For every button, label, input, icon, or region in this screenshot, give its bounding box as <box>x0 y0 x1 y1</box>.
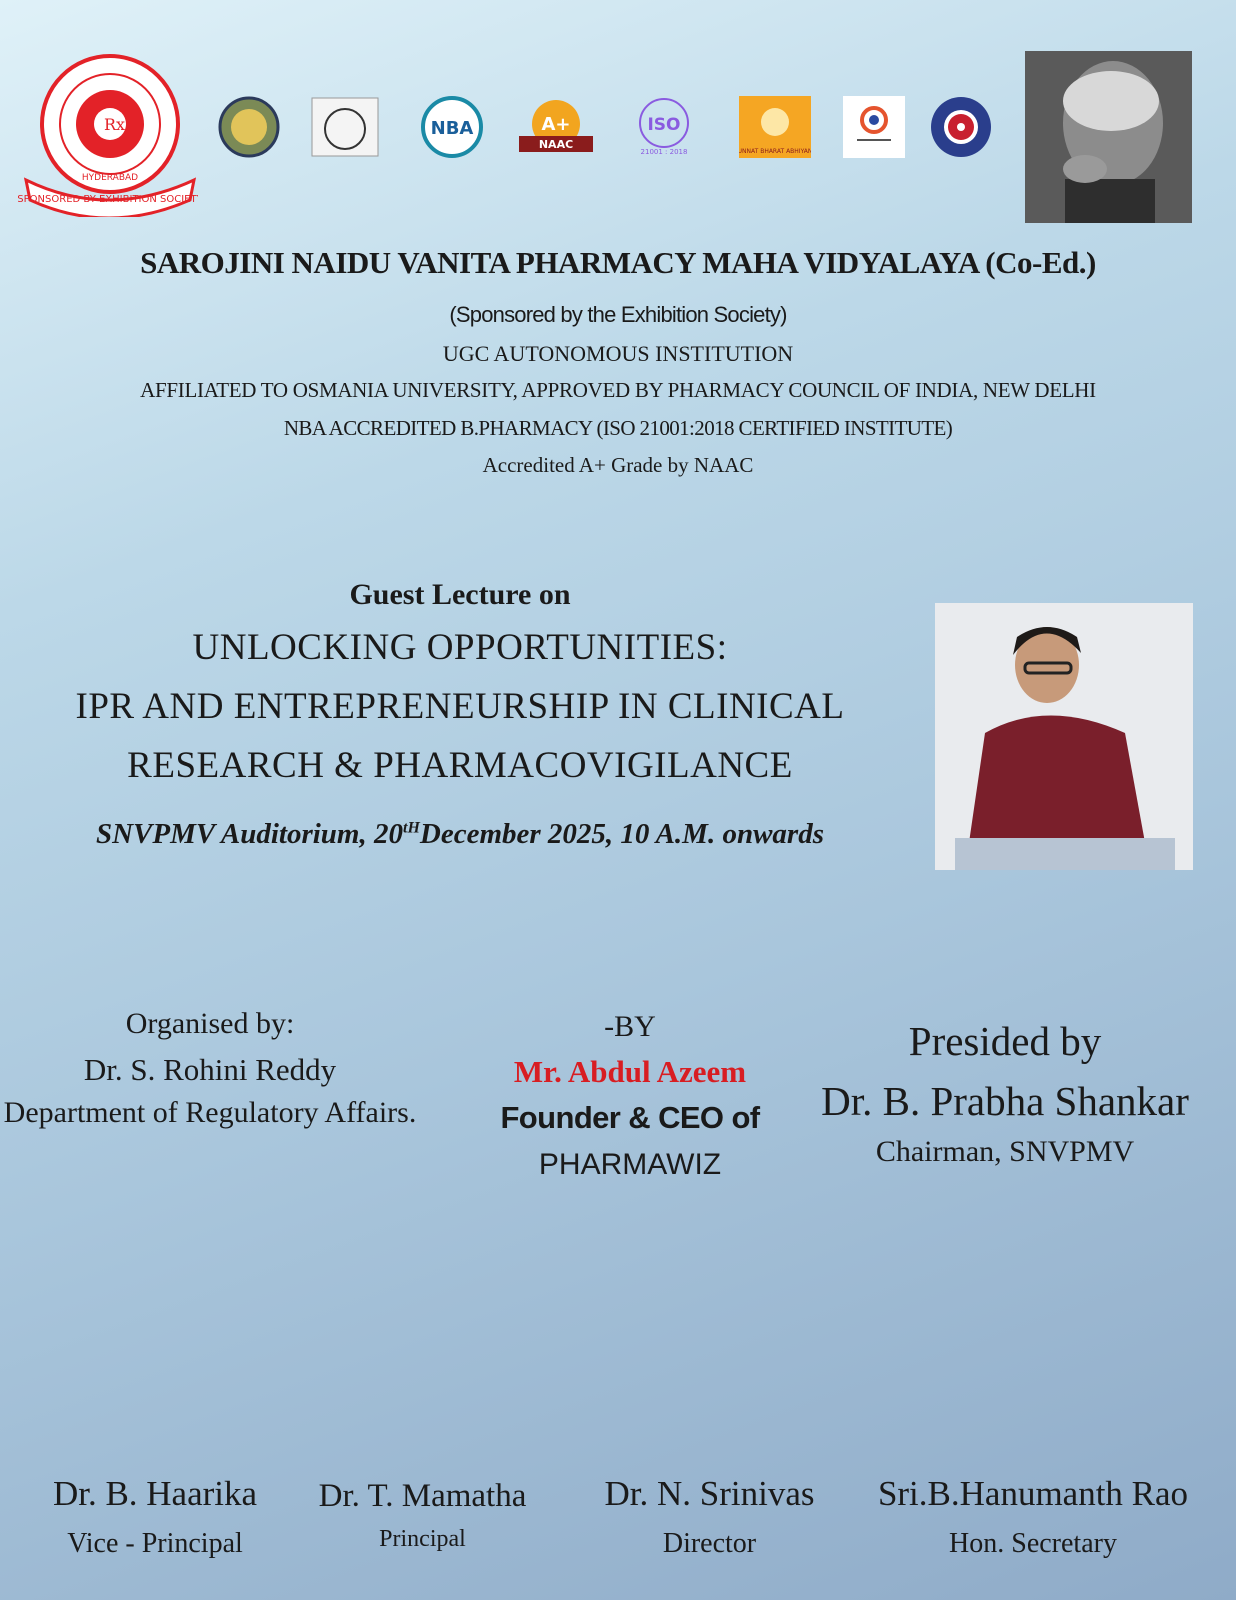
iso-logo <box>633 96 695 158</box>
autonomous-line: UGC AUTONOMOUS INSTITUTION <box>442 341 794 366</box>
presider-role: Chairman, SNVPMV <box>875 1135 1135 1168</box>
college-name: SAROJINI NAIDU VANITA PHARMACY MAHA VIDYALAYA (Co-Ed.) <box>140 245 1096 280</box>
signatory-role: Hon. Secretary <box>949 1528 1117 1559</box>
svg-text:SPONSORED BY EXHIBITION SOCIET: SPONSORED BY EXHIBITION SOCIETY <box>18 194 198 205</box>
svg-text:HYDERABAD: HYDERABAD <box>81 173 139 183</box>
presider-name: Dr. B. Prabha Shankar <box>821 1078 1189 1124</box>
svg-text:21001 : 2018: 21001 : 2018 <box>640 148 688 156</box>
unnat-bharat-abhiyan-logo <box>739 96 811 158</box>
presider-heading: Presided by <box>908 1018 1102 1064</box>
osmania-university-logo <box>218 96 280 158</box>
speaker-photo <box>935 603 1193 870</box>
sponsor-line: (Sponsored by the Exhibition Society) <box>449 302 787 327</box>
svg-text:A+: A+ <box>541 114 571 135</box>
svg-text:Rx: Rx <box>104 115 126 134</box>
organiser-department: Department of Regulatory Affairs. <box>3 1096 417 1129</box>
naac-logo <box>511 96 601 158</box>
innovation-council-logo <box>843 96 905 158</box>
signatory-name: Sri.B.Hanumanth Rao <box>877 1474 1189 1513</box>
organiser-name: Dr. S. Rohini Reddy <box>83 1052 337 1087</box>
national-service-scheme-logo <box>930 96 992 158</box>
svg-text:NBA: NBA <box>430 118 474 139</box>
speaker-role: Founder & CEO of <box>500 1100 760 1135</box>
signatory-name: Dr. T. Mamatha <box>318 1478 527 1514</box>
nba-logo <box>421 96 483 158</box>
signatory-role: Director <box>662 1528 757 1559</box>
signatory-name: Dr. N. Srinivas <box>604 1474 815 1513</box>
affiliation-line: AFFILIATED TO OSMANIA UNIVERSITY, APPROVED BY PHARMACY COUNCIL OF INDIA, NEW DELHI <box>140 378 1096 402</box>
naac-line: Accredited A+ Grade by NAAC <box>482 453 754 477</box>
event-heading: Guest Lecture on <box>349 578 571 611</box>
speaker-company: PHARMAWIZ <box>538 1148 722 1181</box>
event-venue-date: SNVPMV Auditorium, 20tHDecember 2025, 10 A.M. onwards <box>95 818 825 850</box>
signatory-name: Dr. B. Haarika <box>52 1474 258 1513</box>
college-seal-logo <box>18 52 198 217</box>
founder-portrait-photo <box>1025 51 1192 223</box>
event-topic-line-2: IPR AND ENTREPRENEURSHIP IN CLINICAL <box>75 686 845 727</box>
signatory-role: Principal <box>379 1526 466 1552</box>
speaker-heading: -BY <box>604 1010 656 1043</box>
event-topic-line-1: UNLOCKING OPPORTUNITIES: <box>192 627 728 668</box>
signatory-role: Vice - Principal <box>67 1528 243 1559</box>
speaker-name: Mr. Abdul Azeem <box>513 1054 747 1089</box>
university-emblem-logo <box>310 96 380 158</box>
svg-text:ISO: ISO <box>647 115 681 135</box>
event-topic-line-3: RESEARCH & PHARMACOVIGILANCE <box>127 745 793 786</box>
svg-text:NAAC: NAAC <box>538 138 574 151</box>
accreditation-line: NBA ACCREDITED B.PHARMACY (ISO 21001:2018 CERTIFIED INSTITUTE) <box>283 416 953 440</box>
svg-text:UNNAT BHARAT ABHIYAN: UNNAT BHARAT ABHIYAN <box>739 148 811 155</box>
organiser-heading: Organised by: <box>125 1007 295 1040</box>
